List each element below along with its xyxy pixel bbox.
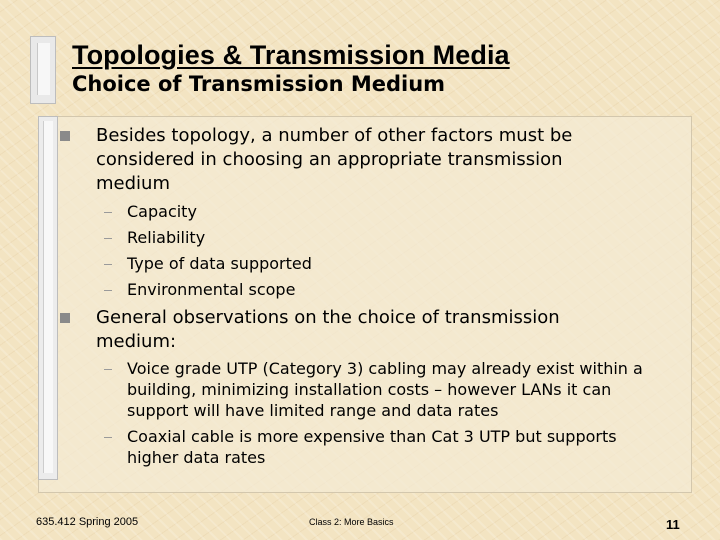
bullet-1-subitem: Type of data supported xyxy=(127,254,312,273)
dash-icon xyxy=(104,437,112,438)
footer-course: 635.412 Spring 2005 xyxy=(36,516,139,528)
bullet-1-subitem: Environmental scope xyxy=(127,280,296,299)
footer-class-label: Class 2: More Basics xyxy=(309,517,394,527)
bullet-2-subitem: Coaxial cable is more expensive than Cat 3 UTP but supports higher data rates xyxy=(127,427,617,467)
dash-icon xyxy=(104,290,112,291)
bullet-1-text: Besides topology, a number of other factors must be considered in choosing an appropriate transmission medium xyxy=(96,125,573,194)
content-decoration-bar xyxy=(38,116,58,480)
slide-title: Topologies & Transmission Media xyxy=(72,40,510,70)
page-number: 11 xyxy=(666,517,680,532)
dash-icon xyxy=(104,212,112,213)
bullet-2-text: General observations on the choice of transmission medium: xyxy=(96,307,560,352)
slide-subtitle: Choice of Transmission Medium xyxy=(72,72,446,96)
bullet-1-subitem: Capacity xyxy=(127,202,197,221)
dash-icon xyxy=(104,238,112,239)
bullet-1-subitem: Reliability xyxy=(127,228,206,247)
dash-icon xyxy=(104,369,112,370)
bullet-2-subitem: Voice grade UTP (Category 3) cabling may already exist within a building, minimizing installation costs – however LANs it can support will have limited range and data rates xyxy=(127,359,643,420)
dash-icon xyxy=(104,264,112,265)
bullet-square-icon xyxy=(60,313,70,323)
title-decoration-bar xyxy=(30,36,56,104)
bullet-square-icon xyxy=(60,131,70,141)
